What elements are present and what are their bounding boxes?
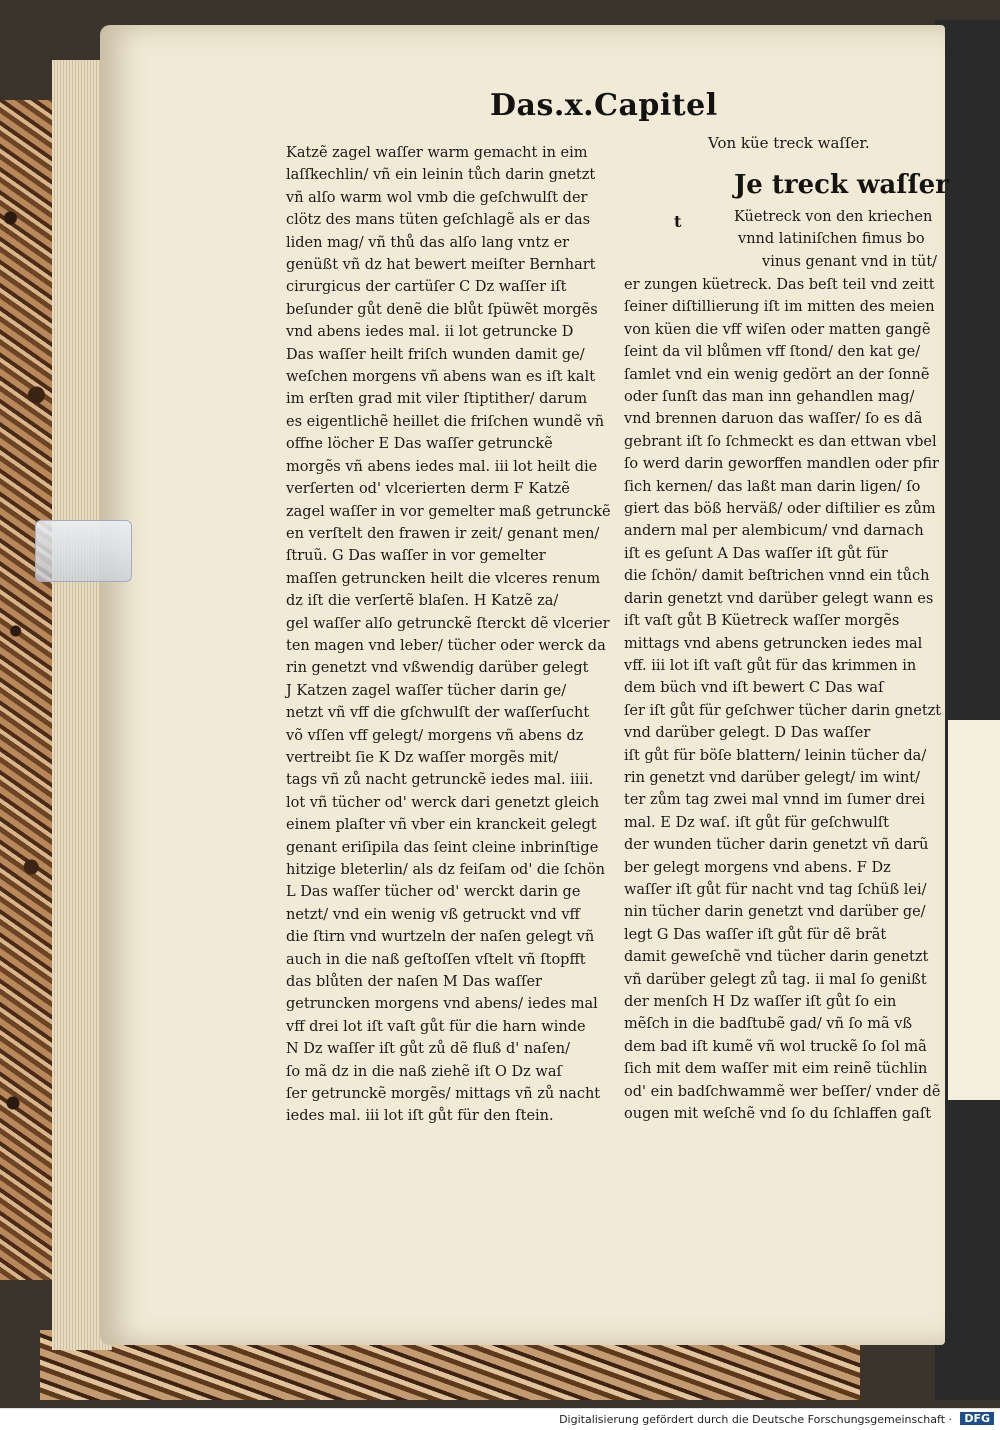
- text-line: dz iſt die verſertẽ blaſen. H Katzẽ za/: [286, 593, 559, 610]
- text-line: võ vſſen vff gelegt/ morgens vñ abens dz: [286, 727, 584, 744]
- intro-lines: [734, 206, 937, 273]
- text-line: Das waſſer heilt friſch wunden damit ge/: [286, 346, 585, 363]
- text-line: ſo werd darin geworffen mandlen oder pfir: [624, 456, 939, 473]
- text-line: vnd abens iedes mal. ii lot getruncke D: [286, 324, 574, 341]
- text-line: vff drei lot iſt vaſt gůt für die harn winde: [286, 1018, 586, 1035]
- text-line: L Das waſſer tücher od' werckt darin ge: [286, 884, 581, 901]
- text-line: J Katzen zagel waſſer tücher darin ge/: [286, 682, 567, 699]
- text-line: beſunder gůt denẽ die blůt ſpüwẽt morgẽs: [286, 301, 598, 318]
- text-line: vnd darüber gelegt. D Das waſſer: [624, 725, 871, 742]
- right-text-column: [624, 274, 946, 1125]
- text-line: ſich kernen/ das laßt man darin ligen/ ſo: [624, 478, 921, 495]
- marbled-cover-left: [0, 100, 52, 1280]
- text-line: lot vñ tücher od' werck dari genetzt gleich: [286, 794, 600, 811]
- text-line: vertreibt ſie K Dz waſſer morgẽs mit/: [286, 749, 559, 766]
- left-text-column: [286, 142, 611, 1128]
- text-line: von küen die vff wiſen oder matten gangẽ: [624, 321, 931, 338]
- text-line: vinus genant vnd in tüt/: [762, 253, 938, 270]
- text-line: darin genetzt vnd darüber gelegt wann es: [624, 590, 934, 607]
- text-line: vnnd latiniſchen fimus bo: [738, 231, 925, 248]
- text-line: en verſtelt den frawen ir zeit/ genant men/: [286, 525, 600, 542]
- text-line: giert das böß herväß/ oder diſtilier es zům: [624, 501, 936, 518]
- text-line: netzt vñ vff die gſchwulſt der waſſerſucht: [286, 705, 590, 722]
- text-line: Küetreck von den kriechen: [734, 209, 933, 225]
- text-line: ſich mit dem waſſer mit eim reinẽ tüchlin: [624, 1061, 928, 1078]
- text-line: clötz des mans tüten geſchlagẽ als er das: [286, 212, 591, 229]
- text-line: vñ alſo warm wol vmb die geſchwulſt der: [286, 189, 588, 206]
- text-line: iſt es geſunt A Das waſſer iſt gůt für: [624, 545, 888, 562]
- text-line: offne löcher E Das waſſer getrunckẽ: [286, 436, 553, 453]
- text-line: laſſkechlin/ vñ ein leinin tůch darin gnetzt: [286, 167, 596, 184]
- text-line: ſamlet vnd ein wenig gedört an der ſonnẽ: [624, 366, 930, 383]
- text-line: einem plaſter vñ vber ein kranckeit gelegt: [286, 817, 597, 834]
- text-line: mẽſch in die badſtubẽ gad/ vñ ſo mã vß: [624, 1016, 913, 1033]
- text-line: legt G Das waſſer iſt gůt für dẽ brãt: [624, 926, 887, 943]
- text-line: im erſten grad mit viler ſtiptither/ darum: [286, 391, 588, 408]
- text-line: ougen mit weſchẽ vnd ſo du ſchlaffen gaſt: [624, 1106, 932, 1123]
- funding-notice: Digitalisierung gefördert durch die Deutsche Forschungsgemeinschaft ·: [559, 1413, 952, 1426]
- text-line: er zungen küetreck. Das beſt teil vnd zeitt: [624, 277, 935, 293]
- text-line: dem bad iſt kumẽ vñ wol truckẽ ſo ſol mã: [624, 1038, 927, 1055]
- footer-bar: [0, 1408, 1000, 1430]
- text-line: zagel waſſer in vor gemelter maß getrunckẽ: [286, 503, 611, 520]
- text-line: ter zům tag zwei mal vnnd im ſumer drei: [624, 792, 925, 809]
- text-line: vnd brennen daruon das waſſer/ ſo es dã: [624, 411, 923, 428]
- initial-letter: t: [674, 212, 682, 231]
- text-line: iedes mal. iii lot iſt gůt für den ſtein.: [286, 1108, 554, 1125]
- text-line: liden mag/ vñ thů das alſo lang vntz er: [286, 234, 570, 251]
- text-line: auch in die naß geſtoſſen vſtelt vñ ſtopfft: [286, 951, 586, 968]
- text-line: vff. iii lot iſt vaſt gůt für das krimmen in: [624, 657, 917, 674]
- text-line: ſer iſt gůt für geſchwer tücher darin gnetzt: [624, 702, 942, 719]
- text-line: rin genetzt vnd darüber gelegt/ im wint/: [624, 769, 921, 786]
- text-line: der menſch H Dz waſſer iſt gůt ſo ein: [624, 994, 897, 1010]
- dfg-logo: DFG: [960, 1412, 994, 1425]
- text-line: tags vñ zů nacht getrunckẽ iedes mal. iiii.: [286, 772, 594, 789]
- text-line: iſt vaſt gůt B Küetreck waſſer morgẽs: [624, 613, 900, 630]
- text-line: morgẽs vñ abens iedes mal. iii lot heilt die: [286, 458, 598, 475]
- text-line: das blůten der naſen M Das waſſer: [286, 974, 542, 991]
- text-line: getruncken morgens vnd abens/ iedes mal: [286, 996, 598, 1013]
- text-line: vñ darüber gelegt zů tag. ii mal ſo genißt: [624, 971, 927, 988]
- text-line: oder ſunſt das man inn gehandlen mag/: [624, 389, 915, 406]
- text-line: damit geweſchẽ vnd tücher darin genetzt: [624, 949, 929, 966]
- text-line: die ſchön/ damit beſtrichen vnnd ein tůch: [624, 568, 930, 585]
- text-line: netzt/ vnd ein wenig vß getruckt vnd vff: [286, 906, 580, 923]
- text-line: N Dz waſſer iſt gůt zů dẽ fluß d' naſen/: [286, 1041, 570, 1058]
- section-title: Je treck waſſer: [734, 170, 949, 200]
- text-line: die ſtirn vnd wurtzeln der naſen gelegt vñ: [286, 929, 595, 946]
- text-line: ber gelegt morgens vnd abens. F Dz: [624, 859, 891, 876]
- text-line: genant eriſipila das ſeint cleine inbrinſtige: [286, 839, 599, 856]
- text-line: cirurgicus der cartüſer C Dz waſſer iſt: [286, 279, 567, 296]
- text-line: ſeiner diſtillierung iſt im mitten des meien: [624, 299, 935, 316]
- text-line: der wunden tücher darin genetzt vñ darũ: [624, 837, 929, 854]
- text-line: ſeint da vil blůmen vff ſtond/ den kat ge/: [624, 344, 921, 361]
- chapter-heading: Das.x.Capitel: [490, 88, 718, 123]
- text-line: rin genetzt vnd vßwendig darüber gelegt: [286, 660, 589, 677]
- text-line: dem büch vnd iſt bewert C Das waſ: [624, 680, 884, 697]
- text-line: weſchen morgens vñ abens wan es iſt kalt: [286, 369, 596, 386]
- text-line: ſo mã dz in die naß ziehẽ iſt O Dz waſ: [286, 1063, 562, 1080]
- text-line: mittags vnd abens getruncken iedes mal: [624, 635, 923, 652]
- text-line: gel waſſer alſo getrunckẽ ſterckt dẽ vlcerier: [286, 615, 610, 632]
- text-line: mal. E Dz waſ. iſt gůt für geſchwulſt: [624, 814, 889, 831]
- section-subheading: Von küe treck waſſer.: [708, 134, 870, 152]
- text-line: verſerten od' vlcerierten derm F Katzẽ: [286, 481, 570, 498]
- text-line: genüßt vñ dz hat bewert meiſter Bernhart: [286, 257, 596, 274]
- text-line: andern mal per alembicum/ vnd darnach: [624, 523, 924, 540]
- text-line: ſer getrunckẽ morgẽs/ mittags vñ zů nacht: [286, 1086, 601, 1103]
- text-line: nin tücher darin genetzt vnd darüber ge/: [624, 904, 926, 921]
- page-clip: [35, 520, 132, 582]
- next-page-edge: [948, 720, 1000, 1100]
- text-line: es eigentlichẽ heillet die friſchen wundẽ vñ: [286, 413, 605, 430]
- text-line: hitzige bleterlin/ als dz feiſam od' die ſchön: [286, 862, 605, 878]
- text-line: ten magen vnd leber/ tücher oder werck da: [286, 637, 606, 654]
- text-line: ſtruũ. G Das waſſer in vor gemelter: [286, 548, 546, 565]
- text-line: gebrant iſt ſo ſchmeckt es dan ettwan vbel: [624, 433, 937, 450]
- text-line: Katzẽ zagel waſſer warm gemacht in eim: [286, 145, 588, 161]
- text-line: od' ein badſchwammẽ wer beſſer/ vnder dẽ: [624, 1083, 941, 1100]
- text-line: maſſen getruncken heilt die vlceres renum: [286, 570, 601, 587]
- text-line: waſſer iſt gůt für nacht vnd tag ſchüß lei/: [624, 881, 927, 898]
- text-line: iſt gůt für böſe blattern/ leinin tücher da/: [624, 747, 927, 764]
